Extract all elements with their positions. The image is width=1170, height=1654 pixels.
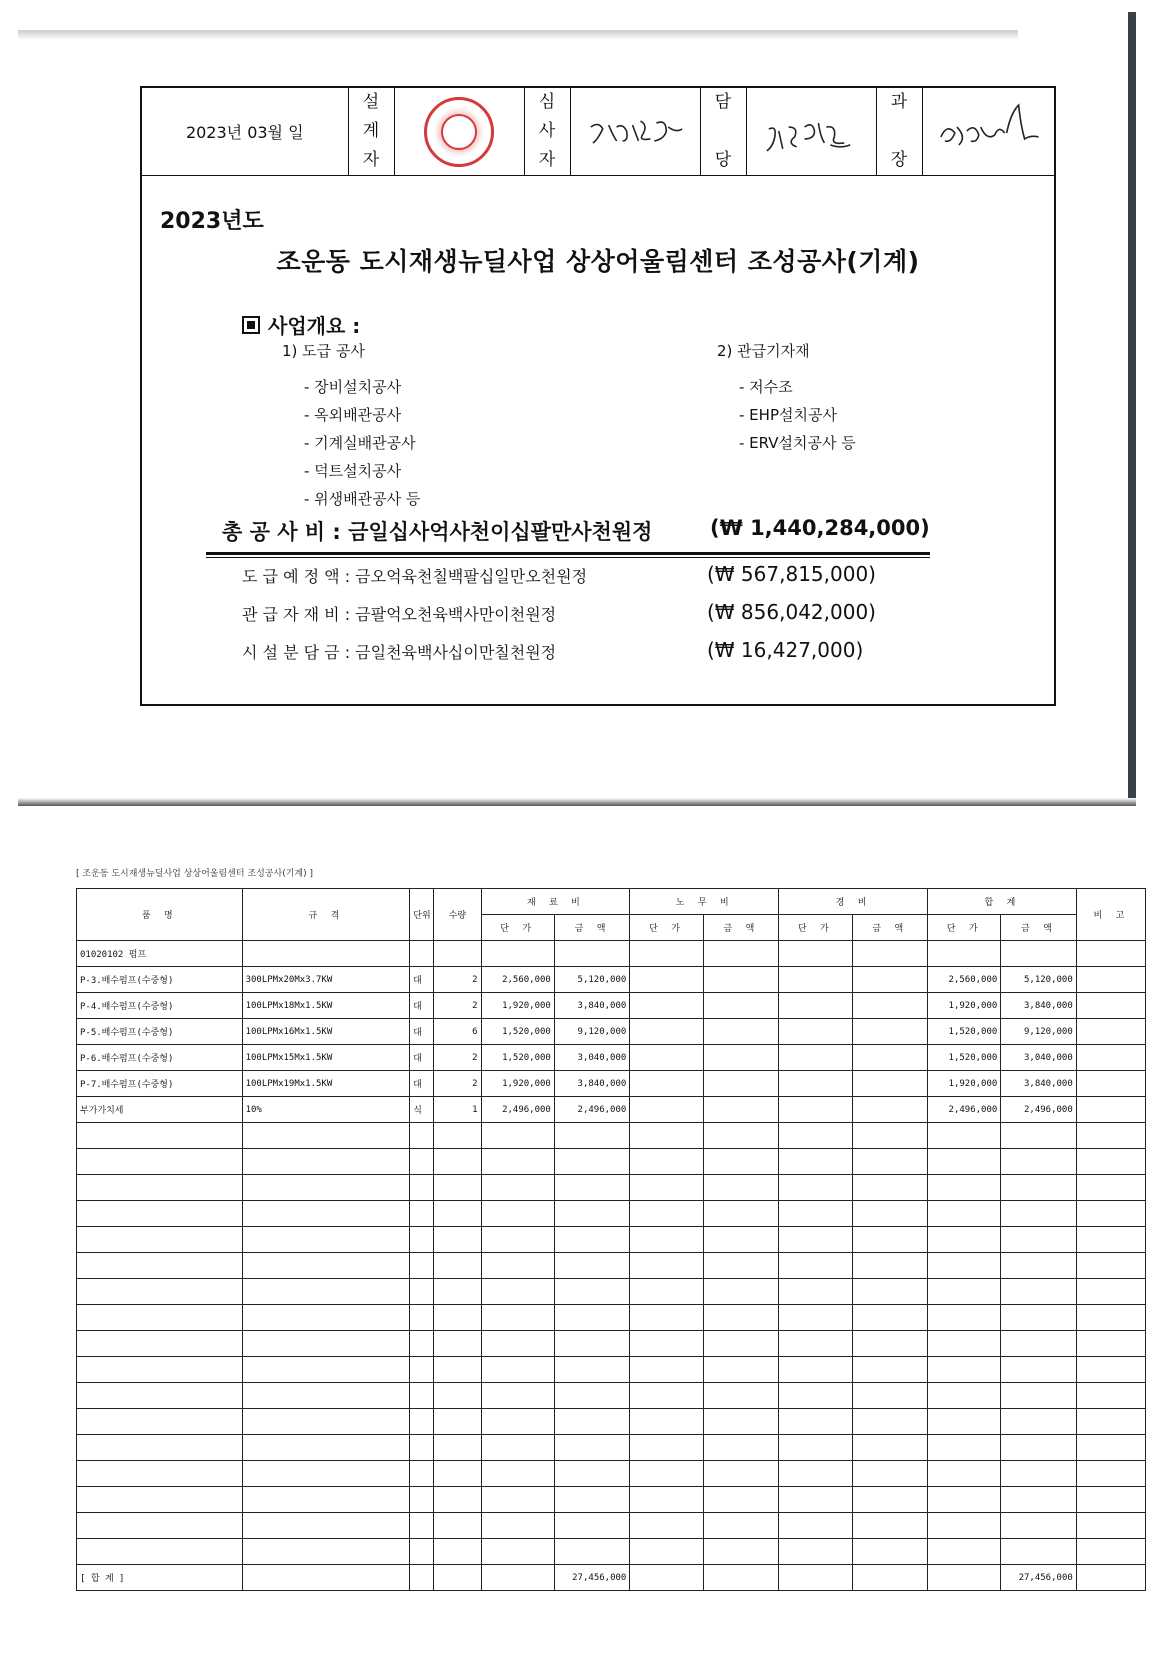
item-unit: 대 [410, 993, 434, 1019]
total-price: 1,920,000 [927, 993, 1000, 1019]
item-spec: 100LPMx15Mx1.5KW [242, 1045, 410, 1071]
remark [1076, 1071, 1145, 1097]
total-price: 1,520,000 [927, 1045, 1000, 1071]
header-material-price: 단 가 [481, 915, 554, 941]
header-spec: 규 격 [242, 889, 410, 941]
item-qty: 1 [434, 1097, 481, 1123]
header-labor-amount: 금 액 [703, 915, 778, 941]
labor-price [630, 1097, 703, 1123]
total-amount: 2,496,000 [1001, 1097, 1076, 1123]
total-price: 1,520,000 [927, 1019, 1000, 1045]
material-price: 1,920,000 [481, 993, 554, 1019]
item-spec: 100LPMx19Mx1.5KW [242, 1071, 410, 1097]
labor-price [630, 993, 703, 1019]
material-price: 2,496,000 [481, 1097, 554, 1123]
empty-row [77, 1175, 1146, 1201]
item-qty: 6 [434, 1019, 481, 1045]
expense-amount [852, 1045, 927, 1071]
scan-edge-right [1128, 12, 1136, 804]
material-amount: 3,040,000 [554, 1045, 629, 1071]
item-spec: 100LPMx16Mx1.5KW [242, 1019, 410, 1045]
reviewer-signature [570, 88, 700, 176]
item-unit: 식 [410, 1097, 434, 1123]
expense-price [779, 1071, 852, 1097]
labor-amount [703, 993, 778, 1019]
empty-row [77, 1513, 1146, 1539]
chief-signature-mark [923, 97, 1055, 167]
sum-label: [ 합 계 ] [77, 1565, 243, 1591]
total-amount: 3,840,000 [1001, 993, 1076, 1019]
designer-seal-cell [394, 88, 524, 176]
material-price: 1,520,000 [481, 1045, 554, 1071]
table-row [77, 967, 1146, 993]
labor-price [630, 967, 703, 993]
facility-contribution-label: 시 설 분 담 금 : 금일천육백사십이만칠천원정 [242, 643, 557, 662]
material-amount: 9,120,000 [554, 1019, 629, 1045]
designer-label: 설 계 자 [348, 88, 394, 176]
scan-edge-top [18, 30, 1018, 40]
contract-item: - 옥외배관공사 [304, 406, 402, 424]
total-amount: 9,120,000 [1001, 1019, 1076, 1045]
item-name: 부가가치세 [77, 1097, 243, 1123]
item-unit: 대 [410, 967, 434, 993]
header-labor-price: 단 가 [630, 915, 703, 941]
empty-row [77, 1409, 1146, 1435]
total-price: 2,560,000 [927, 967, 1000, 993]
header-material-amount: 금 액 [554, 915, 629, 941]
header-qty: 수량 [434, 889, 481, 941]
government-materials-amount: (₩ 856,042,000) [707, 600, 876, 624]
labor-amount [703, 1045, 778, 1071]
total-amount: 3,040,000 [1001, 1045, 1076, 1071]
header-expense: 경 비 [779, 889, 928, 915]
charge-label: 담 당 [700, 88, 746, 176]
government-materials-label: 관 급 자 재 비 : 금팔억오천육백사만이천원정 [242, 605, 557, 624]
header-labor: 노 무 비 [630, 889, 779, 915]
empty-row [77, 1227, 1146, 1253]
material-amount: 3,840,000 [554, 993, 629, 1019]
expense-amount [852, 1019, 927, 1045]
material-price: 1,920,000 [481, 1071, 554, 1097]
project-title: 조운동 도시재생뉴딜사업 상상어울림센터 조성공사(기계) [276, 247, 920, 276]
item-qty: 2 [434, 967, 481, 993]
contract-estimate-amount: (₩ 567,815,000) [707, 562, 876, 586]
charge-signature [746, 88, 876, 176]
overview-heading: 사업개요 : [242, 310, 360, 339]
total-amount: 5,120,000 [1001, 967, 1076, 993]
remark [1076, 967, 1145, 993]
group-label: 01020102 펌프 [77, 941, 243, 967]
table-row [77, 1071, 1146, 1097]
empty-row [77, 1279, 1146, 1305]
sum-row [77, 1565, 1146, 1591]
header-unit: 단위 [410, 889, 434, 941]
empty-row [77, 1435, 1146, 1461]
year-label: 2023년도 [160, 209, 264, 234]
group-row [77, 941, 1146, 967]
materials-item: - EHP설치공사 [739, 406, 837, 424]
total-cost-label: 총 공 사 비 : 금일십사억사천이십팔만사천원정 [222, 520, 653, 544]
approval-table [142, 88, 1054, 176]
expense-amount [852, 993, 927, 1019]
material-amount: 3,840,000 [554, 1071, 629, 1097]
header-material: 재 료 비 [481, 889, 630, 915]
reviewer-label: 심 사 자 [524, 88, 570, 176]
overview-government-materials [717, 340, 856, 457]
table-row [77, 993, 1146, 1019]
item-qty: 2 [434, 1071, 481, 1097]
header-item: 품 명 [77, 889, 243, 941]
labor-amount [703, 1019, 778, 1045]
expense-price [779, 1097, 852, 1123]
contract-item: - 위생배관공사 등 [304, 490, 421, 508]
header-total-amount: 금 액 [1001, 915, 1076, 941]
approval-date: 2023년 03월 일 [142, 88, 348, 176]
charge-signature-mark [747, 97, 876, 167]
item-unit: 대 [410, 1019, 434, 1045]
empty-row [77, 1383, 1146, 1409]
facility-contribution-amount: (₩ 16,427,000) [707, 638, 864, 662]
labor-price [630, 1071, 703, 1097]
remark [1076, 1019, 1145, 1045]
overview-contract-works [282, 340, 420, 513]
header-total: 합 계 [927, 889, 1076, 915]
table-row [77, 1019, 1146, 1045]
header-total-price: 단 가 [927, 915, 1000, 941]
empty-row [77, 1539, 1146, 1565]
remark [1076, 1097, 1145, 1123]
item-name: P-5.배수펌프(수중형) [77, 1019, 243, 1045]
table-row [77, 1045, 1146, 1071]
empty-row [77, 1149, 1146, 1175]
item-unit: 대 [410, 1045, 434, 1071]
sum-material-amount: 27,456,000 [554, 1565, 629, 1591]
item-qty: 2 [434, 1045, 481, 1071]
material-price: 2,560,000 [481, 967, 554, 993]
header-remark: 비 고 [1076, 889, 1145, 941]
labor-amount [703, 1071, 778, 1097]
remark [1076, 1045, 1145, 1071]
contract-estimate-label: 도 급 예 정 액 : 금오억육천칠백팔십일만오천원정 [242, 567, 588, 586]
header-expense-price: 단 가 [779, 915, 852, 941]
item-name: P-4.배수펌프(수중형) [77, 993, 243, 1019]
header-row-1 [77, 889, 1146, 915]
square-bullet-icon [242, 316, 260, 334]
item-name: P-3.배수펌프(수중형) [77, 967, 243, 993]
total-price: 2,496,000 [927, 1097, 1000, 1123]
cost-detail-table [76, 888, 1146, 1591]
item-name: P-7.배수펌프(수중형) [77, 1071, 243, 1097]
empty-row [77, 1123, 1146, 1149]
reviewer-signature-mark [571, 97, 700, 167]
scan-edge-bottom [18, 798, 1136, 806]
sum-total-amount: 27,456,000 [1001, 1565, 1076, 1591]
item-spec: 300LPMx20Mx3.7KW [242, 967, 410, 993]
expense-price [779, 1045, 852, 1071]
item-spec: 100LPMx18Mx1.5KW [242, 993, 410, 1019]
labor-price [630, 1019, 703, 1045]
expense-price [779, 1019, 852, 1045]
contract-item: - 장비설치공사 [304, 378, 402, 396]
expense-amount [852, 967, 927, 993]
materials-item: - 저수조 [739, 378, 793, 396]
material-amount: 5,120,000 [554, 967, 629, 993]
expense-price [779, 993, 852, 1019]
labor-price [630, 1045, 703, 1071]
official-seal-stamp [424, 97, 494, 167]
item-spec: 10% [242, 1097, 410, 1123]
item-unit: 대 [410, 1071, 434, 1097]
header-expense-amount: 금 액 [852, 915, 927, 941]
expense-amount [852, 1071, 927, 1097]
material-price: 1,520,000 [481, 1019, 554, 1045]
labor-amount [703, 1097, 778, 1123]
contract-heading: 1) 도급 공사 [282, 342, 365, 360]
empty-row [77, 1201, 1146, 1227]
chief-signature [922, 88, 1054, 176]
empty-row [77, 1253, 1146, 1279]
cover-box [140, 86, 1056, 706]
total-price: 1,920,000 [927, 1071, 1000, 1097]
contract-item: - 덕트설치공사 [304, 462, 402, 480]
empty-row [77, 1461, 1146, 1487]
materials-heading: 2) 관급기자재 [717, 342, 810, 360]
chief-label: 과 장 [876, 88, 922, 176]
item-name: P-6.배수펌프(수중형) [77, 1045, 243, 1071]
remark [1076, 993, 1145, 1019]
sheet-caption: [ 조운동 도시재생뉴딜사업 상상어울림센터 조성공사(기계) ] [76, 869, 314, 879]
expense-price [779, 967, 852, 993]
empty-row [77, 1305, 1146, 1331]
empty-row [77, 1487, 1146, 1513]
materials-item: - ERV설치공사 등 [739, 434, 856, 452]
contract-item: - 기계실배관공사 [304, 434, 416, 452]
total-amount: 3,840,000 [1001, 1071, 1076, 1097]
total-divider [206, 552, 930, 558]
expense-amount [852, 1097, 927, 1123]
item-qty: 2 [434, 993, 481, 1019]
empty-row [77, 1357, 1146, 1383]
labor-amount [703, 967, 778, 993]
empty-row [77, 1331, 1146, 1357]
table-row [77, 1097, 1146, 1123]
total-cost-amount: (₩ 1,440,284,000) [710, 516, 930, 540]
material-amount: 2,496,000 [554, 1097, 629, 1123]
